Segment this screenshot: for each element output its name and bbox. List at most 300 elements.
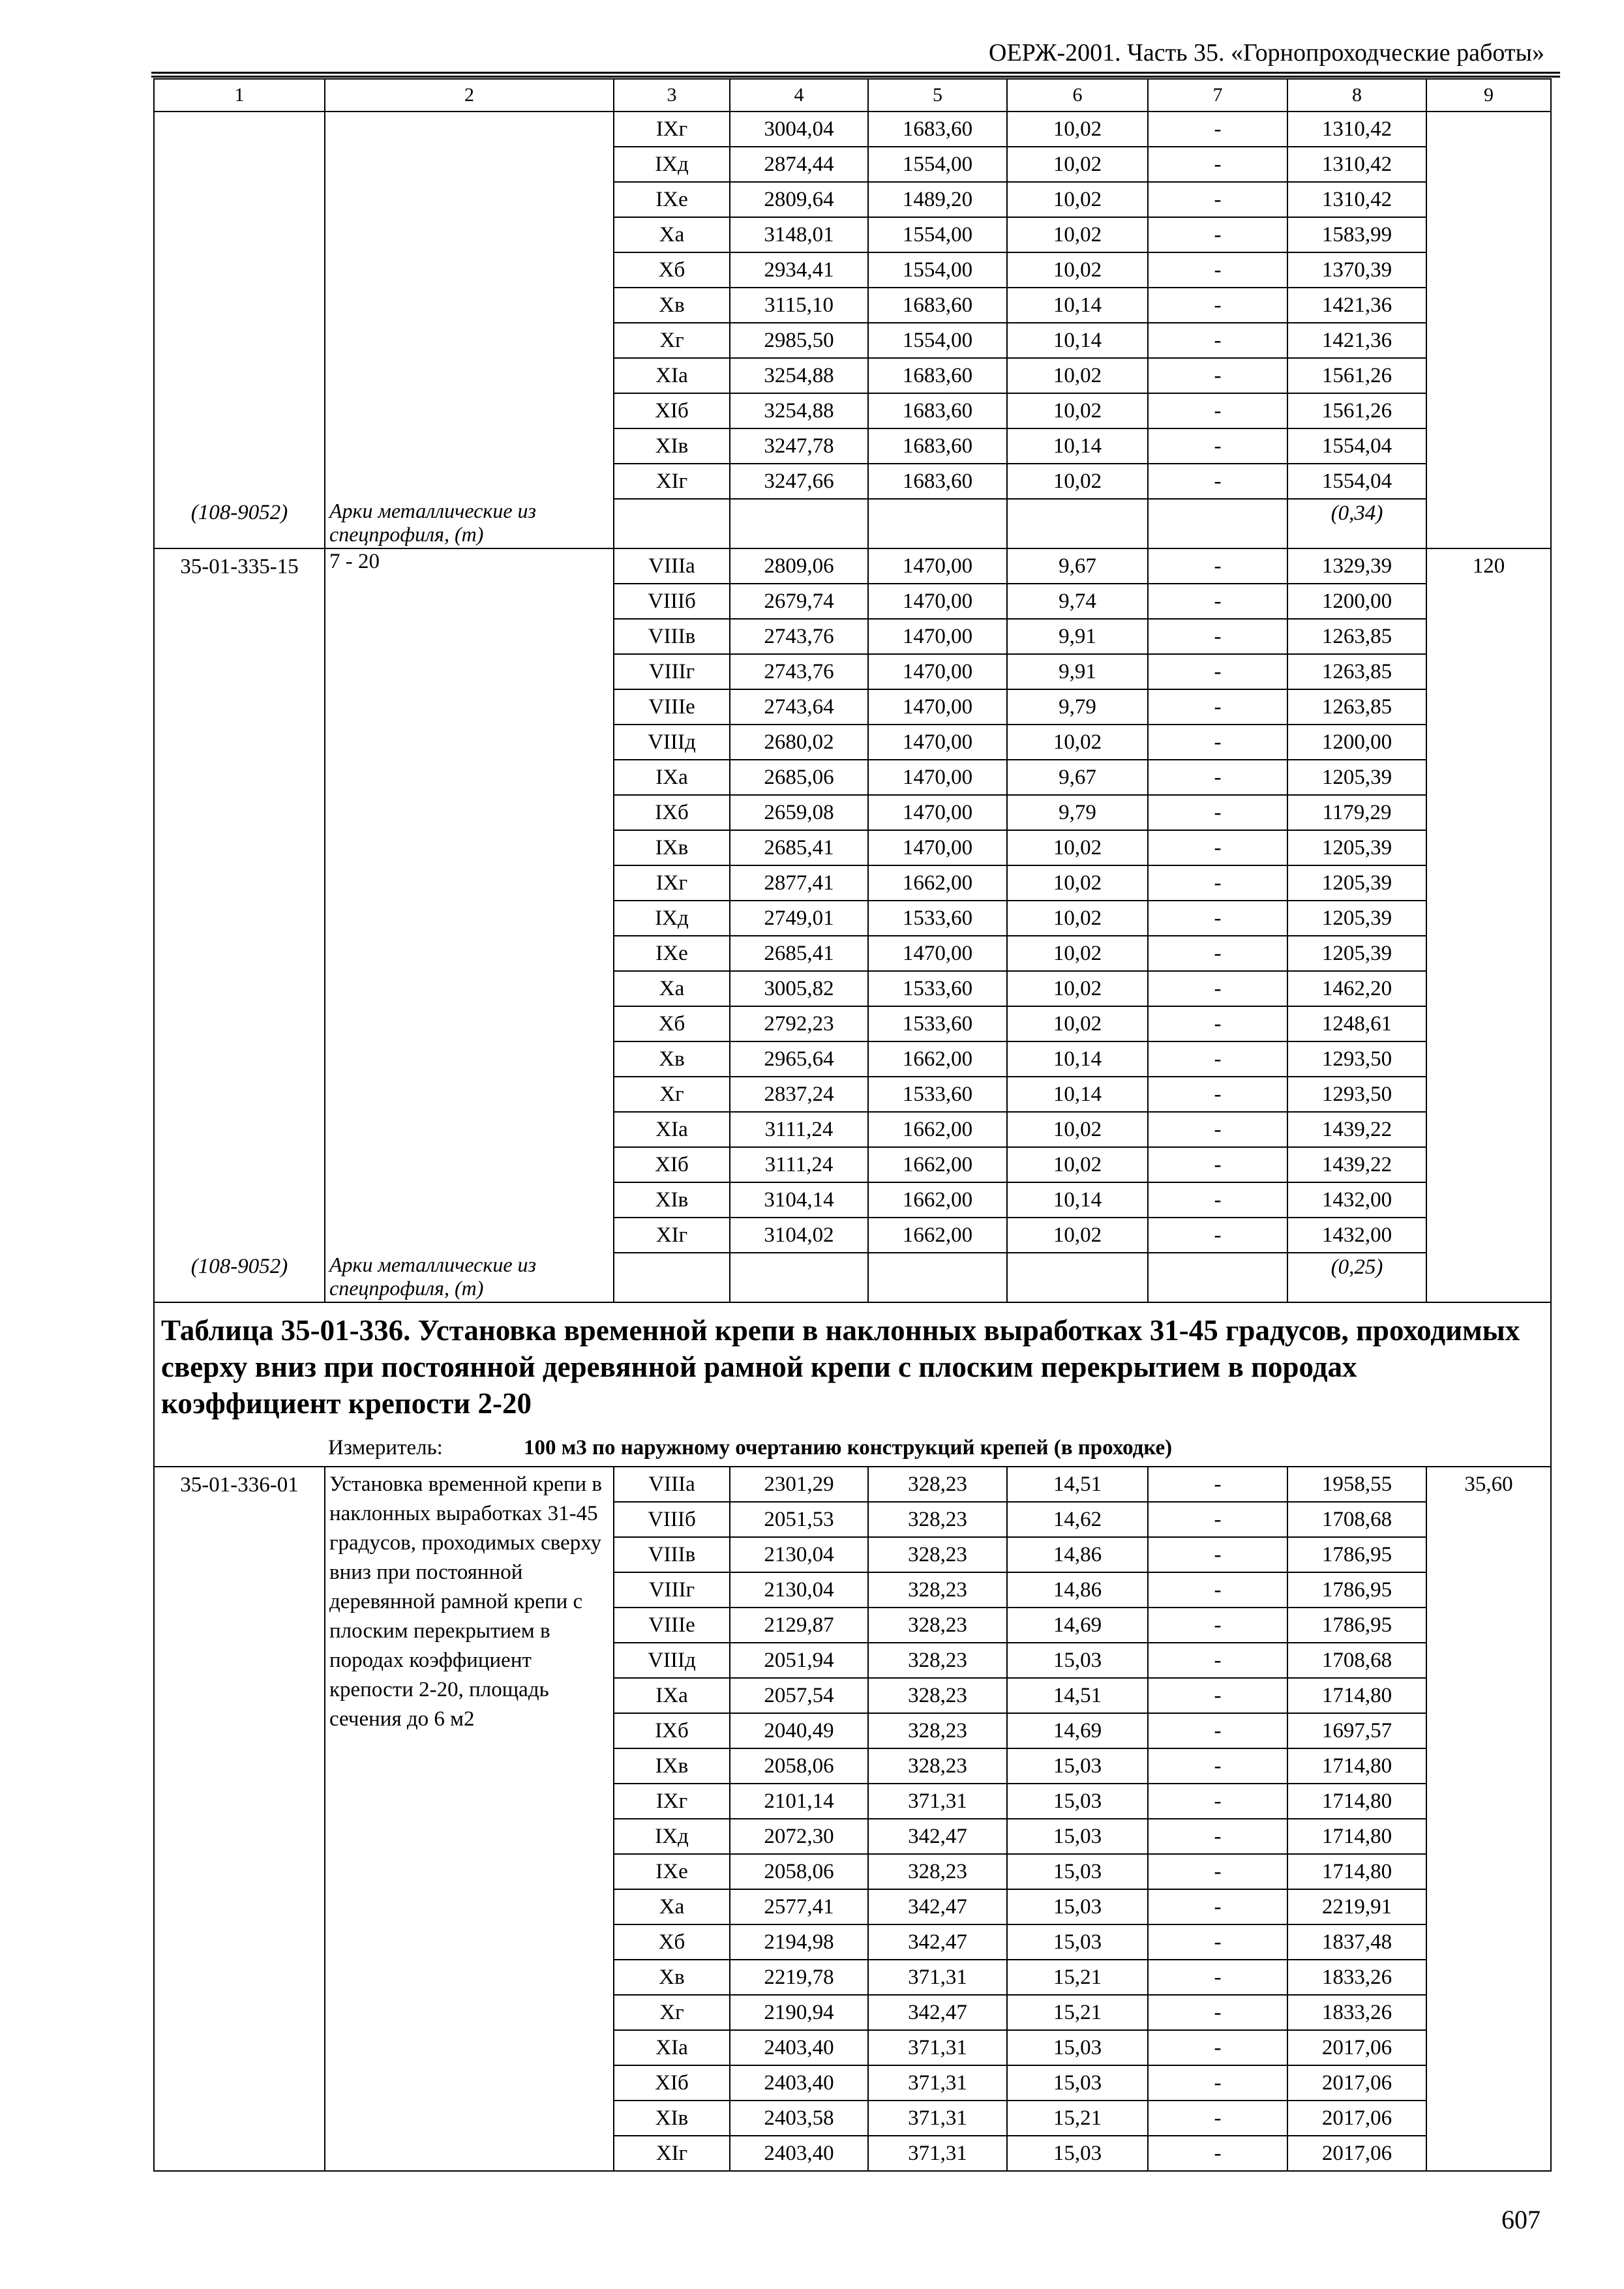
table-cell: - (1148, 1713, 1287, 1748)
empty-cell (730, 1253, 868, 1302)
table-cell: 1958,55 (1287, 1467, 1426, 1502)
table-cell: IXд (614, 1819, 730, 1854)
table-cell: IXе (614, 936, 730, 971)
empty-cell (730, 499, 868, 548)
table-cell: 14,62 (1007, 1502, 1148, 1537)
measure-line (161, 1429, 1542, 1466)
table-cell: 2809,06 (730, 548, 868, 584)
table-cell: 1439,22 (1287, 1112, 1426, 1147)
table-cell: Xв (614, 288, 730, 323)
table-cell: 10,02 (1007, 901, 1148, 936)
table-cell: 1554,00 (868, 252, 1007, 288)
table-cell: 1714,80 (1287, 1784, 1426, 1819)
table-cell: 2057,54 (730, 1678, 868, 1713)
table-cell: 10,02 (1007, 1218, 1148, 1253)
table-cell: - (1148, 182, 1287, 217)
table-cell: 15,03 (1007, 1819, 1148, 1854)
table-cell: 1833,26 (1287, 1995, 1426, 2030)
table-cell: 3254,88 (730, 358, 868, 393)
table-cell: - (1148, 865, 1287, 901)
table-cell: 15,21 (1007, 1995, 1148, 2030)
document-header-title: ОЕРЖ-2001. Часть 35. «Горнопроходческие работы» (989, 39, 1544, 67)
empty-cell (614, 499, 730, 548)
table-cell: 371,31 (868, 2136, 1007, 2171)
table-cell: XIа (614, 358, 730, 393)
table-cell: 2403,40 (730, 2136, 868, 2171)
table-cell: 1683,60 (868, 428, 1007, 464)
table-row (154, 112, 1551, 147)
material-value-cell: (0,25) (1287, 1253, 1426, 1302)
header-rule-top (151, 72, 1560, 74)
table-cell: IXг (614, 1784, 730, 1819)
table-cell: 1533,60 (868, 901, 1007, 936)
table-cell: 10,02 (1007, 1112, 1148, 1147)
column-number: 2 (325, 79, 614, 112)
table-cell: - (1148, 654, 1287, 689)
table-cell: 1708,68 (1287, 1643, 1426, 1678)
table-cell: 1205,39 (1287, 936, 1426, 971)
table-cell: 10,14 (1007, 1041, 1148, 1077)
table-cell: 1697,57 (1287, 1713, 1426, 1748)
table-cell: 2190,94 (730, 1995, 868, 2030)
table-cell: 1263,85 (1287, 619, 1426, 654)
table-cell: IXг (614, 865, 730, 901)
column-9-cell (1426, 112, 1551, 548)
table-cell: 1837,48 (1287, 1924, 1426, 1960)
table-cell: 2743,64 (730, 689, 868, 725)
table-cell: 2749,01 (730, 901, 868, 936)
table-cell: - (1148, 2136, 1287, 2171)
table-cell: 3111,24 (730, 1112, 868, 1147)
table-cell: 1561,26 (1287, 358, 1426, 393)
table-cell: 10,02 (1007, 936, 1148, 971)
table-cell: 1310,42 (1287, 112, 1426, 147)
table-cell: 10,14 (1007, 1077, 1148, 1112)
table-cell: - (1148, 1854, 1287, 1889)
table-cell: 1683,60 (868, 358, 1007, 393)
table-cell: 1205,39 (1287, 901, 1426, 936)
table-cell: 10,02 (1007, 252, 1148, 288)
table-cell: 328,23 (868, 1643, 1007, 1678)
table-cell: - (1148, 217, 1287, 252)
table-cell: 1662,00 (868, 1147, 1007, 1182)
table-cell: 10,02 (1007, 182, 1148, 217)
table-cell: 15,03 (1007, 1924, 1148, 1960)
table-cell: Xа (614, 971, 730, 1006)
table-cell: 1714,80 (1287, 1748, 1426, 1784)
table-cell: 1708,68 (1287, 1502, 1426, 1537)
table-title: Таблица 35-01-336. Установка временной крепи в наклонных выработках 31-45 градусов, проходимых сверху вниз при постоянной деревянной рамной крепи с плоским перекрытием в породах коэффициент крепости 2-20 (161, 1314, 1520, 1420)
table-row (154, 1467, 1551, 1502)
table-cell: 14,69 (1007, 1608, 1148, 1643)
table-cell: VIIIб (614, 1502, 730, 1537)
table-cell: 328,23 (868, 1502, 1007, 1537)
table-cell: - (1148, 1467, 1287, 1502)
table-cell: VIIIб (614, 584, 730, 619)
table-cell: 2685,06 (730, 760, 868, 795)
table-cell: - (1148, 936, 1287, 971)
table-cell: 1561,26 (1287, 393, 1426, 428)
table-cell: - (1148, 1182, 1287, 1218)
table-cell: 2743,76 (730, 619, 868, 654)
table-cell: XIа (614, 2030, 730, 2065)
table-cell: 1662,00 (868, 1182, 1007, 1218)
table-cell: IXб (614, 1713, 730, 1748)
column-number-row (154, 79, 1551, 112)
table-cell: - (1148, 1819, 1287, 1854)
table-cell: 1205,39 (1287, 830, 1426, 865)
table-cell: 9,79 (1007, 689, 1148, 725)
table-cell: 1533,60 (868, 1006, 1007, 1041)
table-cell: Xв (614, 1041, 730, 1077)
table-cell: 328,23 (868, 1713, 1007, 1748)
table-cell: 371,31 (868, 2065, 1007, 2101)
table-cell: 2301,29 (730, 1467, 868, 1502)
column-9-cell: 120 (1426, 548, 1551, 1302)
empty-cell (1007, 1253, 1148, 1302)
table-cell: - (1148, 1924, 1287, 1960)
material-row (154, 1253, 1551, 1302)
table-cell: Xг (614, 1995, 730, 2030)
table-cell: 1200,00 (1287, 725, 1426, 760)
table-cell: 1554,04 (1287, 428, 1426, 464)
table-cell: 2679,74 (730, 584, 868, 619)
table-cell: 3005,82 (730, 971, 868, 1006)
measure-label: Измеритель: (328, 1436, 443, 1459)
table-cell: 10,02 (1007, 147, 1148, 182)
table-cell: 3247,66 (730, 464, 868, 499)
table-cell: 3104,02 (730, 1218, 868, 1253)
table-cell: Xб (614, 1924, 730, 1960)
table-cell: 1370,39 (1287, 252, 1426, 288)
table-cell: 10,02 (1007, 971, 1148, 1006)
table-cell: 10,14 (1007, 288, 1148, 323)
table-cell: Xа (614, 217, 730, 252)
table-cell: 10,02 (1007, 393, 1148, 428)
table-cell: XIб (614, 393, 730, 428)
table-cell: VIIIд (614, 725, 730, 760)
table-cell: 2877,41 (730, 865, 868, 901)
table-cell: 2051,53 (730, 1502, 868, 1537)
table-cell: 371,31 (868, 2030, 1007, 2065)
table-cell: 3115,10 (730, 288, 868, 323)
table-cell: 1470,00 (868, 795, 1007, 830)
table-cell: - (1148, 1678, 1287, 1713)
table-cell: 2219,91 (1287, 1889, 1426, 1924)
table-cell: 9,67 (1007, 760, 1148, 795)
table-cell: 15,03 (1007, 2065, 1148, 2101)
table-cell: 1470,00 (868, 725, 1007, 760)
table-cell: 1310,42 (1287, 147, 1426, 182)
table-cell: IXд (614, 901, 730, 936)
table-cell: 2130,04 (730, 1537, 868, 1572)
table-cell: 2743,76 (730, 654, 868, 689)
table-cell: IXе (614, 1854, 730, 1889)
table-cell: 2685,41 (730, 830, 868, 865)
table-cell: 15,03 (1007, 2030, 1148, 2065)
table-cell: - (1148, 1960, 1287, 1995)
table-cell: VIIIе (614, 689, 730, 725)
empty-cell (1007, 499, 1148, 548)
table-cell: - (1148, 1077, 1287, 1112)
table-cell: 1786,95 (1287, 1608, 1426, 1643)
table-cell: - (1148, 619, 1287, 654)
table-cell: 1421,36 (1287, 288, 1426, 323)
table-cell: 2129,87 (730, 1608, 868, 1643)
column-number: 9 (1426, 79, 1551, 112)
table-cell: 328,23 (868, 1748, 1007, 1784)
table-cell: - (1148, 760, 1287, 795)
empty-cell (1148, 499, 1287, 548)
table-cell: IXа (614, 760, 730, 795)
table-cell: 10,02 (1007, 830, 1148, 865)
table-cell: 2934,41 (730, 252, 868, 288)
table-cell: 371,31 (868, 2101, 1007, 2136)
page-number: 607 (1501, 2205, 1541, 2234)
rate-code-cell (154, 112, 325, 499)
table-cell: 1554,00 (868, 147, 1007, 182)
table-cell: 1662,00 (868, 1041, 1007, 1077)
table-cell: 1179,29 (1287, 795, 1426, 830)
table-cell: - (1148, 1995, 1287, 2030)
table-cell: 328,23 (868, 1467, 1007, 1502)
table-cell: 1683,60 (868, 288, 1007, 323)
table-cell: 1263,85 (1287, 654, 1426, 689)
table-cell: 2017,06 (1287, 2030, 1426, 2065)
rate-description-cell: 7 - 20 (325, 548, 614, 1253)
table-cell: - (1148, 830, 1287, 865)
table-cell: 2680,02 (730, 725, 868, 760)
column-number: 1 (154, 79, 325, 112)
table-cell: - (1148, 2065, 1287, 2101)
table-cell: Xг (614, 323, 730, 358)
column-number: 6 (1007, 79, 1148, 112)
table-cell: - (1148, 393, 1287, 428)
table-cell: 1432,00 (1287, 1182, 1426, 1218)
table-cell: 14,51 (1007, 1678, 1148, 1713)
table-cell: 1439,22 (1287, 1147, 1426, 1182)
table-cell: Xа (614, 1889, 730, 1924)
table-cell: 342,47 (868, 1819, 1007, 1854)
table-cell: 1533,60 (868, 971, 1007, 1006)
table-cell: 342,47 (868, 1889, 1007, 1924)
table-cell: 15,03 (1007, 1784, 1148, 1819)
table-cell: Xв (614, 1960, 730, 1995)
table-cell: - (1148, 1784, 1287, 1819)
table-cell: 2965,64 (730, 1041, 868, 1077)
table-cell: - (1148, 2101, 1287, 2136)
table-cell: 14,86 (1007, 1572, 1148, 1608)
table-cell: 9,91 (1007, 619, 1148, 654)
table-cell: 2403,40 (730, 2030, 868, 2065)
table-cell: - (1148, 1502, 1287, 1537)
table-cell: 1662,00 (868, 865, 1007, 901)
table-cell: 1554,00 (868, 217, 1007, 252)
table-cell: IXв (614, 830, 730, 865)
rate-description-cell: Установка временной крепи в наклонных выработках 31-45 градусов, проходимых сверху вниз при постоянной деревянной рамной крепи с плоским перекрытием в породах коэффициент крепости 2-20, площадь сечения до 6 м2 (325, 1467, 614, 2171)
table-cell: 1833,26 (1287, 1960, 1426, 1995)
table-cell: - (1148, 689, 1287, 725)
table-cell: 1683,60 (868, 112, 1007, 147)
table-cell: 2219,78 (730, 1960, 868, 1995)
table-cell: 371,31 (868, 1960, 1007, 1995)
table-cell: 1470,00 (868, 689, 1007, 725)
table-cell: - (1148, 1608, 1287, 1643)
table-cell: 15,03 (1007, 1889, 1148, 1924)
table-cell: 2685,41 (730, 936, 868, 971)
table-title-row (154, 1302, 1551, 1467)
table-cell: 1470,00 (868, 654, 1007, 689)
table-row (154, 548, 1551, 584)
table-cell: XIв (614, 428, 730, 464)
table-cell: - (1148, 1006, 1287, 1041)
table-cell: 9,79 (1007, 795, 1148, 830)
table-cell: - (1148, 584, 1287, 619)
table-cell: XIб (614, 1147, 730, 1182)
table-cell: Xб (614, 252, 730, 288)
material-code-cell: (108-9052) (154, 499, 325, 548)
table-cell: 10,02 (1007, 217, 1148, 252)
column-number: 7 (1148, 79, 1287, 112)
table-cell: - (1148, 1041, 1287, 1077)
table-cell: IXв (614, 1748, 730, 1784)
header-rule-bottom (151, 76, 1560, 78)
table-cell: 3004,04 (730, 112, 868, 147)
table-cell: - (1148, 1537, 1287, 1572)
table-cell: 2017,06 (1287, 2136, 1426, 2171)
table-cell: 2017,06 (1287, 2065, 1426, 2101)
table-cell: 9,74 (1007, 584, 1148, 619)
table-cell: 1786,95 (1287, 1572, 1426, 1608)
table-cell: - (1148, 725, 1287, 760)
table-cell: 2403,40 (730, 2065, 868, 2101)
table-cell: 10,14 (1007, 428, 1148, 464)
table-cell: 328,23 (868, 1678, 1007, 1713)
table-cell: 14,51 (1007, 1467, 1148, 1502)
table-cell: 1470,00 (868, 830, 1007, 865)
table-cell: 1293,50 (1287, 1077, 1426, 1112)
table-cell: 2809,64 (730, 182, 868, 217)
table-cell: 10,02 (1007, 725, 1148, 760)
table-cell: IXд (614, 147, 730, 182)
table-cell: 2837,24 (730, 1077, 868, 1112)
table-cell: 1462,20 (1287, 971, 1426, 1006)
table-cell: 2792,23 (730, 1006, 868, 1041)
table-cell: 14,86 (1007, 1537, 1148, 1572)
table-cell: 1662,00 (868, 1112, 1007, 1147)
empty-cell (868, 1253, 1007, 1302)
table-cell: 2017,06 (1287, 2101, 1426, 2136)
table-cell: 3111,24 (730, 1147, 868, 1182)
table-cell: Xг (614, 1077, 730, 1112)
column-number: 4 (730, 79, 868, 112)
table-cell: 1200,00 (1287, 584, 1426, 619)
table-cell: VIIIв (614, 1537, 730, 1572)
table-cell: VIIIд (614, 1643, 730, 1678)
table-cell: 1662,00 (868, 1218, 1007, 1253)
table-cell: XIб (614, 2065, 730, 2101)
table-cell: - (1148, 112, 1287, 147)
table-cell: 10,02 (1007, 1006, 1148, 1041)
table-cell: Xб (614, 1006, 730, 1041)
empty-cell (1148, 1253, 1287, 1302)
table-cell: - (1148, 252, 1287, 288)
table-cell: 1205,39 (1287, 760, 1426, 795)
table-cell: - (1148, 428, 1287, 464)
table-cell: 1714,80 (1287, 1819, 1426, 1854)
table-cell: 3254,88 (730, 393, 868, 428)
rate-description-cell (325, 112, 614, 499)
table-cell: 328,23 (868, 1537, 1007, 1572)
empty-cell (868, 499, 1007, 548)
table-cell: - (1148, 1218, 1287, 1253)
table-cell: IXб (614, 795, 730, 830)
table-title-cell (154, 1302, 1551, 1467)
table-cell: 10,14 (1007, 323, 1148, 358)
measure-value: 100 м3 по наружному очертанию конструкций крепей (в проходке) (524, 1436, 1173, 1459)
table-cell: - (1148, 1112, 1287, 1147)
table-cell: - (1148, 548, 1287, 584)
table-cell: 2130,04 (730, 1572, 868, 1608)
table-cell: XIг (614, 1218, 730, 1253)
table-cell: 342,47 (868, 1995, 1007, 2030)
table-cell: IXг (614, 112, 730, 147)
table-cell: 2072,30 (730, 1819, 868, 1854)
table-cell: - (1148, 464, 1287, 499)
table-cell: 328,23 (868, 1572, 1007, 1608)
table-cell: 1470,00 (868, 548, 1007, 584)
table-cell: 15,21 (1007, 1960, 1148, 1995)
table-cell: 1533,60 (868, 1077, 1007, 1112)
table-cell: 328,23 (868, 1608, 1007, 1643)
table-cell: VIIIа (614, 548, 730, 584)
table-cell: 1470,00 (868, 760, 1007, 795)
table-cell: - (1148, 1889, 1287, 1924)
table-cell: 1714,80 (1287, 1678, 1426, 1713)
column-number: 3 (614, 79, 730, 112)
table-cell: IXе (614, 182, 730, 217)
table-cell: - (1148, 1147, 1287, 1182)
table-cell: VIIIе (614, 1608, 730, 1643)
table-cell: 2058,06 (730, 1854, 868, 1889)
table-cell: - (1148, 358, 1287, 393)
table-cell: VIIIв (614, 619, 730, 654)
table-cell: VIIIг (614, 654, 730, 689)
table-cell: 3247,78 (730, 428, 868, 464)
table-cell: 15,03 (1007, 2136, 1148, 2171)
table-cell: 2659,08 (730, 795, 868, 830)
table-cell: 2051,94 (730, 1643, 868, 1678)
column-number: 8 (1287, 79, 1426, 112)
table-cell: XIв (614, 2101, 730, 2136)
table-cell: 2040,49 (730, 1713, 868, 1748)
rates-table-body (154, 79, 1551, 2171)
table-cell: 1310,42 (1287, 182, 1426, 217)
table-cell: 2874,44 (730, 147, 868, 182)
table-cell: - (1148, 795, 1287, 830)
table-cell: VIIIа (614, 1467, 730, 1502)
material-value-cell: (0,34) (1287, 499, 1426, 548)
table-cell: 10,02 (1007, 112, 1148, 147)
table-cell: 2403,58 (730, 2101, 868, 2136)
table-cell: 1293,50 (1287, 1041, 1426, 1077)
table-cell: 1432,00 (1287, 1218, 1426, 1253)
table-cell: 2058,06 (730, 1748, 868, 1784)
table-cell: VIIIг (614, 1572, 730, 1608)
table-cell: - (1148, 288, 1287, 323)
table-cell: 14,69 (1007, 1713, 1148, 1748)
table-cell: 1329,39 (1287, 548, 1426, 584)
